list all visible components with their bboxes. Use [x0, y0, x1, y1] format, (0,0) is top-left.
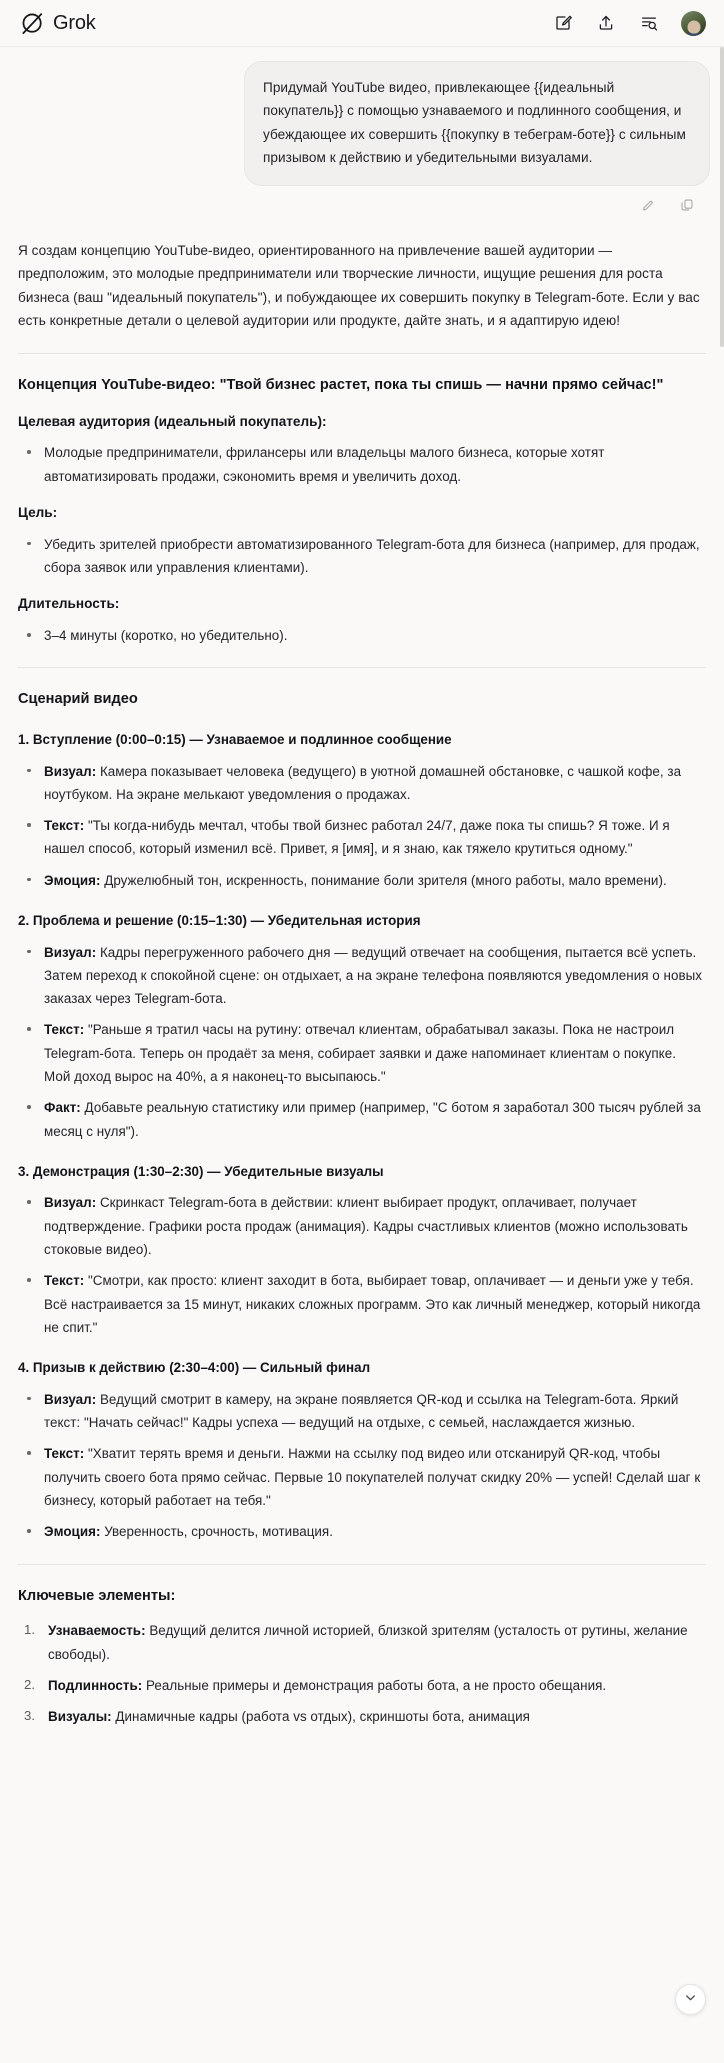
- scroll-to-bottom-button[interactable]: [675, 1984, 706, 2015]
- list-item: [18, 1388, 706, 1435]
- list-item-text: Добавьте реальную статистику или пример (например, "С ботом я заработал 300 тысяч рублей за месяц с нуля").: [44, 1100, 701, 1139]
- step-bullets: [18, 1388, 706, 1544]
- list-item: [18, 1191, 706, 1261]
- list-item-label: Визуал:: [44, 763, 97, 779]
- list-item: [18, 1442, 706, 1512]
- list-item-label: Текст:: [44, 1273, 85, 1289]
- list-item-text: "Ты когда-нибудь мечтал, чтобы твой бизнес работал 24/7, даже пока ты спишь? Я тоже. И я нашел способ, который изменил всё. Привет, я [имя], и я знаю, как тяжело крутиться одному.": [44, 818, 670, 857]
- list-item-label: Подлинность:: [48, 1677, 143, 1693]
- page-scrollbar[interactable]: [720, 47, 724, 2063]
- search-list-icon[interactable]: [638, 13, 659, 34]
- list-item: Убедить зрителей приобрести автоматизированного Telegram-бота для бизнеса (например, для продаж, сбора заявок или управления клиентами).: [18, 533, 706, 580]
- list-item-text: Ведущий делится личной историей, близкой зрителям (усталость от рутины, желание свободы).: [48, 1623, 688, 1662]
- overview-sections: [18, 411, 706, 648]
- conversation: [0, 47, 724, 1783]
- list-item-text: Ведущий смотрит в камеру, на экране появляется QR-код и ссылка на Telegram-бота. Яркий текст: "Начать сейчас!" Кадры успеха — ведущий на отдыхе, с семьей, наслаждается жизнью.: [44, 1391, 679, 1431]
- list-item: [18, 1619, 706, 1666]
- user-message-row: [14, 47, 710, 186]
- list-item-label: Визуалы:: [48, 1709, 112, 1725]
- divider: [18, 667, 706, 668]
- list-item-label: Узнаваемость:: [48, 1623, 146, 1639]
- step-bullets: [18, 1191, 706, 1339]
- section-title: Цель:: [18, 505, 58, 521]
- list-item-text: Динамичные кадры (работа vs отдых), скриншоты бота, анимация: [111, 1709, 530, 1725]
- share-icon[interactable]: [595, 13, 616, 34]
- step-bullets: [18, 941, 706, 1144]
- key-elements-title: Ключевые элементы:: [18, 1587, 176, 1604]
- chevron-down-icon: [683, 1990, 698, 2010]
- list-item: [18, 869, 706, 892]
- assistant-intro: Я создам концепцию YouTube-видео, ориентированного на привлечение вашей аудитории — предположим, это молодые предприниматели или творческие личности, ищущие решения для роста бизнеса (ваш "идеальный покупатель"), и побуждающее их совершить покупку в Telegram-боте. Если у вас есть конкретные детали о целевой аудитории или продукте, дайте знать, и я адаптирую идею!: [18, 242, 700, 329]
- divider: [18, 353, 706, 354]
- section-bullets: [18, 533, 706, 580]
- user-message-actions: [14, 186, 710, 213]
- section-bullets: [18, 624, 706, 647]
- step-title: 4. Призыв к действию (2:30–4:00) — Сильный финал: [18, 1360, 371, 1376]
- list-item-label: Визуал:: [44, 1391, 97, 1407]
- list-item-label: Текст:: [44, 1446, 85, 1462]
- assistant-message: [14, 213, 710, 1729]
- list-item: [18, 814, 706, 861]
- list-item: [18, 1705, 706, 1728]
- edit-message-icon[interactable]: [640, 198, 655, 213]
- list-item: [18, 1520, 706, 1543]
- section-bullets: [18, 441, 706, 488]
- divider: [18, 1564, 706, 1565]
- list-item-label: Факт:: [44, 1100, 81, 1116]
- grok-logo-icon: [20, 11, 45, 36]
- list-item-text: Скринкаст Telegram-бота в действии: клиент выбирает продукт, оплачивает, получает подтверждение. Графики роста продаж (анимация). Кадры счастливых клиентов (можно использовать стоковые видео).: [44, 1195, 688, 1258]
- list-item-label: Эмоция:: [44, 1524, 101, 1540]
- user-avatar[interactable]: [681, 11, 706, 36]
- list-item: [18, 941, 706, 1011]
- step-title: 2. Проблема и решение (0:15–1:30) — Убедительная история: [18, 913, 421, 929]
- list-item-text: Реальные примеры и демонстрация работы бота, а не просто обещания.: [142, 1677, 607, 1693]
- list-item-label: Текст:: [44, 1022, 85, 1038]
- list-item: [18, 1269, 706, 1339]
- step-title: 3. Демонстрация (1:30–2:30) — Убедительные визуалы: [18, 1164, 384, 1180]
- list-item-text: "Раньше я тратил часы на рутину: отвечал клиентам, обрабатывал заказы. Пока не настроил Telegram-бота. Теперь он продаёт за меня, собирает заявки и даже напоминает клиентам о покупке. Мой доход вырос на 40%, а я наконец-то высыпаюсь.": [44, 1022, 676, 1085]
- list-item-text: Камера показывает человека (ведущего) в уютной домашней обстановке, с чашкой кофе, за ноутбуком. На экране мелькают уведомления о продажах.: [44, 763, 682, 802]
- list-item-text: "Хватит терять время и деньги. Нажми на ссылку под видео или отсканируй QR-код, чтобы получить своего бота прямо сейчас. Первые 10 покупателей получат скидку 20% — успей! Сделай шаг к бизнесу, который работает на тебя.": [44, 1446, 701, 1509]
- list-item-label: Эмоция:: [44, 872, 101, 888]
- concept-title: Концепция YouTube-видео: "Твой бизнес растет, пока ты спишь — начни прямо сейчас!": [18, 377, 664, 394]
- list-item-label: Визуал:: [44, 944, 97, 960]
- section-title: Целевая аудитория (идеальный покупатель):: [18, 413, 327, 429]
- copy-message-icon[interactable]: [679, 198, 694, 213]
- list-item-text: Кадры перегруженного рабочего дня — ведущий отвечает на сообщения, пытается всё успеть. Затем переход к спокойной сцене: он отдыхает, а на экране телефона появляются уведомления о новых заказах через Telegram-бота.: [44, 944, 703, 1007]
- key-elements-list: [18, 1619, 706, 1728]
- list-item: [18, 760, 706, 807]
- scrollbar-thumb[interactable]: [720, 47, 724, 347]
- step-title: 1. Вступление (0:00–0:15) — Узнаваемое и подлинное сообщение: [18, 732, 452, 748]
- header-actions: [552, 11, 706, 36]
- list-item-label: Текст:: [44, 818, 85, 834]
- list-item: [18, 1018, 706, 1088]
- brand[interactable]: [20, 11, 96, 36]
- list-item-text: Уверенность, срочность, мотивация.: [100, 1524, 333, 1540]
- app-header: [0, 0, 724, 47]
- brand-name: Grok: [53, 11, 96, 34]
- compose-icon[interactable]: [552, 13, 573, 34]
- section-title: Длительность:: [18, 596, 120, 612]
- script-title: Сценарий видео: [18, 691, 138, 708]
- list-item-label: Визуал:: [44, 1195, 97, 1211]
- list-item: [18, 1674, 706, 1697]
- user-message-bubble: Придумай YouTube видео, привлекающее {{идеальный покупатель}} с помощью узнаваемого и подлинного сообщения, и убеждающее их совершить {{покупку в тебеграм-боте}} с сильным призывом к действию и убедительными визуалами.: [244, 61, 710, 186]
- list-item: Молодые предприниматели, фрилансеры или владельцы малого бизнеса, которые хотят автоматизировать продажи, сэкономить время и увеличить доход.: [18, 441, 706, 488]
- list-item-text: "Смотри, как просто: клиент заходит в бота, выбирает товар, оплачивает — и деньги уже у тебя. Всё настраивается за 15 минут, никаких сложных программ. Это как личный менеджер, который никогда не спит.": [44, 1273, 701, 1336]
- list-item: 3–4 минуты (коротко, но убедительно).: [18, 624, 706, 647]
- list-item: [18, 1096, 706, 1143]
- list-item-text: Дружелюбный тон, искренность, понимание боли зрителя (много работы, мало времени).: [100, 872, 667, 888]
- step-bullets: [18, 760, 706, 893]
